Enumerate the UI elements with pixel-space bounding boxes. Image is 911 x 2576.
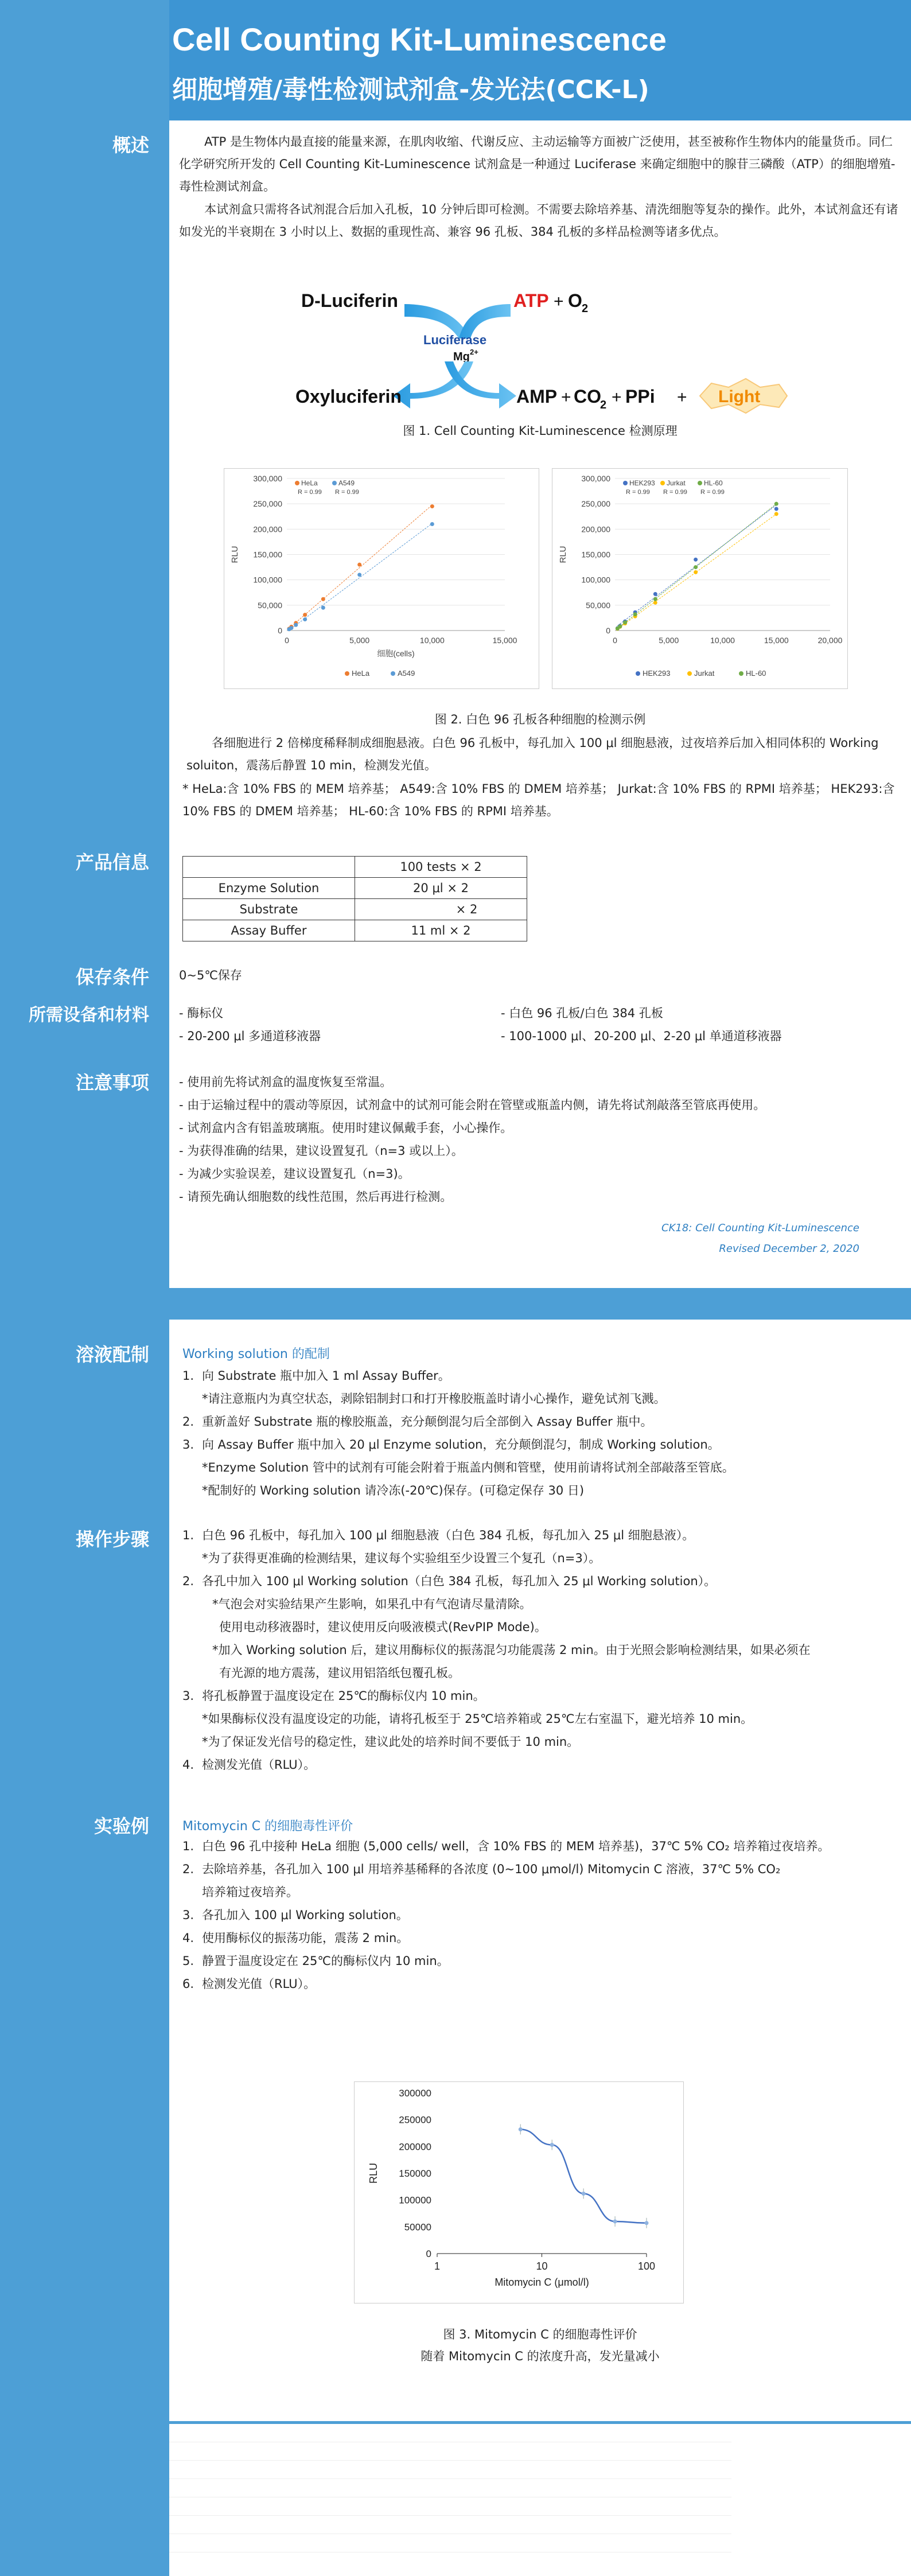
step-text: 检测发光值（RLU）。 — [202, 1977, 316, 1991]
equipment-item: - 20-200 μl 多通道移液器 — [179, 1029, 321, 1043]
o2-sub: 2 — [582, 302, 589, 315]
fig2-desc: 各细胞进行 2 倍梯度稀释制成细胞悬液。白色 96 孔板中，每孔加入 100 μl 细胞悬液，过夜培养后加入相同体积的 Working soluiton，震荡后静置 10 min，检测发光值。 — [186, 736, 879, 772]
data-point-a549 — [430, 522, 434, 526]
plus-4: + — [677, 388, 687, 407]
bottom-legend-marker — [636, 671, 640, 676]
section-example: 实验例 — [94, 1815, 149, 1837]
data-point-a549 — [294, 623, 298, 627]
rule-line — [169, 2534, 731, 2552]
data-point-hela — [357, 563, 361, 567]
note-item: - 使用前先将试剂盒的温度恢复至常温。 — [179, 1075, 392, 1089]
step-line — [182, 1479, 905, 1502]
y-tick-label: 0 — [426, 2248, 431, 2259]
step-text: 去除培养基，各孔加入 100 μl 用培养基稀释的各浓度 (0~100 μmol/l) Mitomycin C 溶液，37℃ 5% CO₂ — [202, 1862, 781, 1876]
step-number: 2. — [182, 1862, 194, 1876]
note-item: - 由于运输过程中的震动等原因，试剂盒中的试剂可能会附在管壁或瓶盖内侧，请先将试剂敲落至管底再使用。 — [179, 1098, 766, 1112]
data-point-hela — [430, 504, 434, 508]
rule-line — [169, 2497, 731, 2516]
section-procedure: 操作步骤 — [75, 1528, 149, 1550]
solution-title: Working solution 的配制 — [182, 1347, 330, 1361]
step-line — [182, 1616, 905, 1639]
x-tick-label: 5,000 — [349, 636, 370, 645]
equipment-item: - 白色 96 孔板/白色 384 孔板 — [501, 1006, 663, 1020]
step-text: *如果酶标仪没有温度设定的功能，请将孔板至于 25℃培养箱或 25℃左右室温下，避光培养 10 min。 — [202, 1712, 753, 1726]
light-label: Light — [718, 387, 761, 406]
overview-p1: ATP 是生物体内最直接的能量来源，在肌肉收缩、代谢反应、主动运输等方面被广泛使用，甚至被称作生物体内的能量货币。同仁化学研究所开发的 Cell Counting Kit-Luminescence 试剂盒是一种通过 Luciferase 来确定细胞中的腺苷三磷酸（ATP）的细胞增殖-毒性检测试剂盒。 — [179, 135, 896, 193]
page-3-rules — [169, 2424, 731, 2576]
step-line — [182, 1858, 905, 1881]
plus-3: + — [612, 388, 622, 407]
step-number: 3. — [182, 1438, 194, 1452]
legend-marker — [623, 481, 628, 485]
example-title: Mitomycin C 的细胞毒性评价 — [182, 1819, 353, 1834]
data-point-hek293 — [653, 592, 657, 596]
table-cell: Enzyme Solution — [183, 878, 355, 899]
example-steps — [182, 1835, 905, 1995]
section-overview: 概述 — [112, 134, 149, 156]
data-point-hl-60 — [618, 624, 622, 628]
step-number: 6. — [182, 1977, 194, 1991]
step-number: 2. — [182, 1574, 194, 1588]
step-number: 4. — [182, 1931, 194, 1945]
step-text: 将孔板静置于温度设定在 25℃的酶标仪内 10 min。 — [202, 1689, 485, 1703]
luciferase-label: Luciferase — [423, 333, 487, 347]
step-line — [182, 1753, 905, 1776]
fig3-caption: 图 3. Mitomycin C 的细胞毒性评价 — [443, 2328, 637, 2341]
step-line — [182, 1661, 905, 1684]
fig3-sub: 随着 Mitomycin C 的浓度升高，发光量减小 — [421, 2349, 660, 2363]
bottom-legend-label: HEK293 — [643, 669, 671, 678]
step-text: *为了保证发光信号的稳定性，建议此处的培养时间不要低于 10 min。 — [202, 1735, 579, 1749]
data-point-jurkat — [653, 601, 657, 605]
step-text: 静置于温度设定在 25℃的酶标仪内 10 min。 — [202, 1954, 449, 1968]
y-tick-label: 50,000 — [258, 600, 282, 610]
bottom-legend-marker — [687, 671, 692, 676]
legend-label: HeLa — [301, 479, 318, 487]
note-item: - 为获得准确的结果，建议设置复孔（n=3 或以上）。 — [179, 1144, 464, 1158]
section-product-info: 产品信息 — [75, 851, 149, 873]
equipment-right — [501, 1002, 902, 1048]
y-tick-label: 150,000 — [581, 550, 610, 559]
revision-date: Revised December 2, 2020 — [719, 1243, 859, 1255]
step-line — [182, 1949, 905, 1972]
x-tick-label: 15,000 — [764, 636, 789, 645]
step-text: 使用酶标仪的振荡功能，震荡 2 min。 — [202, 1931, 409, 1945]
section-storage: 保存条件 — [75, 966, 149, 988]
step-line — [182, 1456, 905, 1479]
legend-r: R = 0.99 — [298, 489, 322, 496]
data-point-hl-60 — [774, 502, 778, 506]
fig2-note: * HeLa:含 10% FBS 的 MEM 培养基； A549:含 10% FBS 的 DMEM 培养基； Jurkat:含 10% FBS 的 RPMI 培养基； HEK293:含 10% FBS 的 DMEM 培养基； HL-60:含 10% FBS 的 RPMI 培养基。 — [182, 782, 895, 818]
step-text: 有光源的地方震荡，建议用铝箔纸包覆孔板。 — [219, 1666, 460, 1680]
d-luciferin-label: D-Luciferin — [301, 290, 398, 311]
procedure-steps — [182, 1524, 905, 1776]
y-tick-label: 100,000 — [253, 575, 282, 585]
equipment-left — [179, 1002, 489, 1048]
equipment-item: - 酶标仪 — [179, 1006, 224, 1020]
y-tick-label: 0 — [606, 626, 610, 635]
note-item: - 试剂盒内含有铝盖玻璃瓶。使用时建议佩戴手套，小心操作。 — [179, 1121, 513, 1135]
step-line — [182, 1904, 905, 1927]
chart-hela-a549 — [224, 468, 539, 689]
step-line — [182, 1410, 905, 1433]
step-line — [182, 1387, 905, 1410]
step-text: *Enzyme Solution 管中的试剂有可能会附着于瓶盖内侧和管壁，使用前请将试剂全部敲落至管底。 — [202, 1461, 734, 1474]
table-cell: Substrate — [183, 899, 355, 920]
step-text: *加入 Working solution 后，建议用酶标仪的振荡混匀功能震荡 2 min。由于光照会影响检测结果，如果必须在 — [212, 1643, 811, 1657]
step-number: 4. — [182, 1758, 194, 1772]
step-line — [182, 1639, 905, 1661]
legend-r: R = 0.99 — [700, 489, 725, 496]
step-number: 5. — [182, 1954, 194, 1968]
y-tick-label: 150000 — [399, 2168, 431, 2179]
data-point-hela — [321, 597, 325, 601]
data-point-mitomycin — [582, 2192, 586, 2196]
step-text: 使用电动移液器时，建议使用反向吸液模式(RevPIP Mode)。 — [219, 1620, 547, 1634]
step-line — [182, 1730, 905, 1753]
co2-sub: 2 — [600, 399, 607, 411]
trendline-a549 — [289, 523, 432, 630]
y-tick-label: 150,000 — [253, 550, 282, 559]
bottom-legend-marker — [739, 671, 743, 676]
chart-hek-jurkat-hl60 — [552, 468, 848, 689]
step-line — [182, 1547, 905, 1570]
legend-r: R = 0.99 — [626, 489, 650, 496]
step-number: 2. — [182, 1415, 194, 1429]
x-tick-label: 0 — [285, 636, 289, 645]
step-number: 3. — [182, 1908, 194, 1922]
mg-label: Mg — [453, 351, 470, 363]
plus-1: + — [554, 292, 564, 311]
atp-label: ATP — [513, 290, 549, 311]
x-tick-label: 0 — [613, 636, 617, 645]
y-tick-label: 250,000 — [581, 499, 610, 509]
table-cell: Assay Buffer — [183, 920, 355, 941]
data-point-hl-60 — [653, 597, 657, 601]
y-tick-label: 200,000 — [253, 524, 282, 534]
step-number: 1. — [182, 1528, 194, 1542]
step-line — [182, 1927, 905, 1949]
storage-text: 0~5℃保存 — [179, 968, 242, 982]
y-tick-label: 250,000 — [253, 499, 282, 509]
step-line — [182, 1364, 905, 1387]
step-text: 各孔加入 100 μl Working solution。 — [202, 1908, 408, 1922]
rule-line — [169, 2442, 731, 2461]
legend-marker — [332, 481, 337, 485]
y-axis-label: RLU — [230, 546, 240, 563]
y-tick-label: 200,000 — [581, 524, 610, 534]
curve-mitomycin — [520, 2129, 647, 2223]
step-line — [182, 1972, 905, 1995]
o2-label: O — [568, 290, 582, 311]
legend-marker — [698, 481, 702, 485]
rule-line — [169, 2479, 731, 2497]
step-text: 向 Substrate 瓶中加入 1 ml Assay Buffer。 — [202, 1369, 450, 1383]
equipment-item: - 100-1000 μl、20-200 μl、2-20 μl 单通道移液器 — [501, 1029, 782, 1043]
step-text: 各孔中加入 100 μl Working solution（白色 384 孔板，每孔加入 25 μl Working solution）。 — [202, 1574, 717, 1588]
bottom-legend-marker — [391, 671, 395, 676]
legend-label: Jurkat — [667, 479, 686, 487]
x-tick-label: 1 — [434, 2260, 441, 2272]
trendline-hek293 — [617, 505, 776, 626]
step-line — [182, 1593, 905, 1616]
table-cell: × 2 — [355, 899, 527, 920]
step-line — [182, 1707, 905, 1730]
y-tick-label: 250000 — [399, 2114, 431, 2126]
data-point-hek293 — [774, 507, 778, 511]
co2-label: CO — [574, 386, 601, 407]
step-line — [182, 1881, 905, 1904]
note-item: - 请预先确认细胞数的线性范围，然后再进行检测。 — [179, 1190, 453, 1204]
rule-line — [169, 2461, 731, 2479]
step-line — [182, 1524, 905, 1547]
data-point-jurkat — [774, 512, 778, 516]
bottom-legend-label: A549 — [398, 669, 415, 678]
step-text: *为了获得更准确的检测结果，建议每个实验组至少设置三个复孔（n=3）。 — [202, 1551, 601, 1565]
step-text: 检测发光值（RLU）。 — [202, 1758, 316, 1772]
section-equipment: 所需设备和材料 — [29, 1005, 149, 1025]
revision-code: CK18: Cell Counting Kit-Luminescence — [661, 1222, 859, 1234]
x-tick-label: 100 — [637, 2260, 656, 2272]
legend-label: A549 — [338, 479, 355, 487]
data-point-a549 — [321, 606, 325, 610]
table-corner — [183, 857, 355, 878]
x-tick-label: 20,000 — [817, 636, 843, 645]
plus-2: + — [561, 388, 571, 407]
table-row — [183, 920, 527, 941]
data-point-hek293 — [694, 558, 698, 562]
data-point-hl-60 — [633, 612, 637, 616]
overview-p2: 本试剂盒只需将各试剂混合后加入孔板，10 分钟后即可检测。不需要去除培养基、清洗细胞等复杂的操作。此外，本试剂盒还有诸如发光的半衰期在 3 小时以上、数据的重现性高、兼容 96 孔板、384 孔板的多样品检测等诸多优点。 — [179, 203, 898, 239]
reaction-diagram — [287, 281, 803, 419]
y-tick-label: 0 — [278, 626, 282, 635]
step-line — [182, 1835, 905, 1858]
y-tick-label: 100,000 — [581, 575, 610, 585]
table-header: 100 tests × 2 — [355, 857, 527, 878]
mg-sup: 2+ — [470, 348, 478, 356]
x-tick-label: 15,000 — [492, 636, 517, 645]
step-line — [182, 1570, 905, 1593]
data-point-mitomycin — [613, 2220, 617, 2224]
rule-line — [169, 2516, 731, 2534]
section-solution-prep: 溶液配制 — [75, 1344, 149, 1365]
x-axis-label: 细胞(cells) — [377, 649, 415, 658]
step-text: 白色 96 孔中接种 HeLa 细胞 (5,000 cells/ well，含 10% FBS 的 MEM 培养基)，37℃ 5% CO₂ 培养箱过夜培养。 — [202, 1839, 830, 1853]
section-notes: 注意事项 — [75, 1072, 149, 1094]
data-point-hl-60 — [623, 620, 627, 624]
data-point-hl-60 — [694, 565, 698, 569]
legend-r: R = 0.99 — [335, 489, 359, 496]
x-tick-label: 10,000 — [710, 636, 735, 645]
title-en: Cell Counting Kit-Luminescence — [172, 21, 667, 57]
step-text: 重新盖好 Substrate 瓶的橡胶瓶盖，充分颠倒混匀后全部倒入 Assay Buffer 瓶中。 — [202, 1415, 653, 1429]
product-table — [182, 856, 527, 941]
note-item: - 为减少实验误差，建议设置复孔（n=3)。 — [179, 1167, 410, 1181]
step-number: 3. — [182, 1689, 194, 1703]
y-tick-label: 300000 — [399, 2088, 431, 2099]
y-tick-label: 300,000 — [581, 474, 610, 483]
step-text: 培养箱过夜培养。 — [202, 1885, 298, 1899]
bottom-legend-label: HeLa — [352, 669, 370, 678]
data-point-mitomycin — [519, 2127, 523, 2131]
step-line — [182, 1684, 905, 1707]
legend-r: R = 0.99 — [663, 489, 687, 496]
table-row — [183, 878, 527, 899]
x-tick-label: 10,000 — [419, 636, 445, 645]
table-row — [183, 899, 527, 920]
table-cell: 20 μl × 2 — [355, 878, 527, 899]
step-text: *配制好的 Working solution 请冷冻(-20℃)保存。(可稳定保存 30 日) — [202, 1484, 585, 1497]
legend-label: HL-60 — [704, 479, 723, 487]
step-number: 1. — [182, 1839, 194, 1853]
solution-steps — [182, 1364, 905, 1502]
oxyluciferin-label: Oxyluciferin — [295, 386, 402, 407]
y-tick-label: 100000 — [399, 2194, 431, 2206]
x-axis-label: Mitomycin C (μmol/l) — [495, 2277, 589, 2288]
data-point-hela — [303, 613, 307, 617]
data-point-a549 — [357, 573, 361, 577]
table-cell: 11 ml × 2 — [355, 920, 527, 941]
notes-list — [179, 1071, 896, 1208]
fig2-caption: 图 2. 白色 96 孔板各种细胞的检测示例 — [434, 713, 646, 726]
data-point-jurkat — [694, 570, 698, 574]
amp-label: AMP — [516, 386, 558, 407]
step-number: 1. — [182, 1369, 194, 1383]
fig1-caption: 图 1. Cell Counting Kit-Luminescence 检测原理 — [403, 424, 678, 438]
bottom-legend-label: HL-60 — [746, 669, 766, 678]
data-point-mitomycin — [645, 2221, 649, 2225]
data-point-a549 — [289, 626, 293, 630]
data-point-mitomycin — [550, 2143, 554, 2147]
y-axis-label: RLU — [368, 2162, 379, 2184]
rule-line — [169, 2424, 731, 2442]
ppi-label: PPi — [625, 386, 655, 407]
x-tick-label: 5,000 — [659, 636, 679, 645]
y-tick-label: 50000 — [404, 2221, 431, 2233]
step-text: 白色 96 孔板中，每孔加入 100 μl 细胞悬液（白色 384 孔板，每孔加入 25 μl 细胞悬液）。 — [202, 1528, 695, 1542]
step-text: *气泡会对实验结果产生影响，如果孔中有气泡请尽量清除。 — [212, 1597, 532, 1611]
legend-marker — [295, 481, 299, 485]
bottom-legend-label: Jurkat — [694, 669, 715, 678]
legend-label: HEK293 — [629, 479, 655, 487]
y-tick-label: 200000 — [399, 2141, 431, 2153]
y-axis-label: RLU — [558, 546, 568, 563]
step-text: 向 Assay Buffer 瓶中加入 20 μl Enzyme solution，充分颠倒混匀，制成 Working solution。 — [202, 1438, 720, 1452]
chart-mitomycin — [354, 2081, 684, 2303]
y-tick-label: 50,000 — [586, 600, 610, 610]
x-tick-label: 10 — [536, 2260, 548, 2272]
trendline-hela — [289, 505, 432, 628]
bottom-legend-marker — [345, 671, 349, 676]
data-point-a549 — [303, 617, 307, 621]
y-tick-label: 300,000 — [253, 474, 282, 483]
legend-marker — [660, 481, 665, 485]
title-cn: 细胞增殖/毒性检测试剂盒-发光法(CCK-L) — [172, 75, 649, 104]
step-text: *请注意瓶内为真空状态，剥除铝制封口和打开橡胶瓶盖时请小心操作，避免试剂飞溅。 — [202, 1392, 666, 1406]
step-line — [182, 1433, 905, 1456]
